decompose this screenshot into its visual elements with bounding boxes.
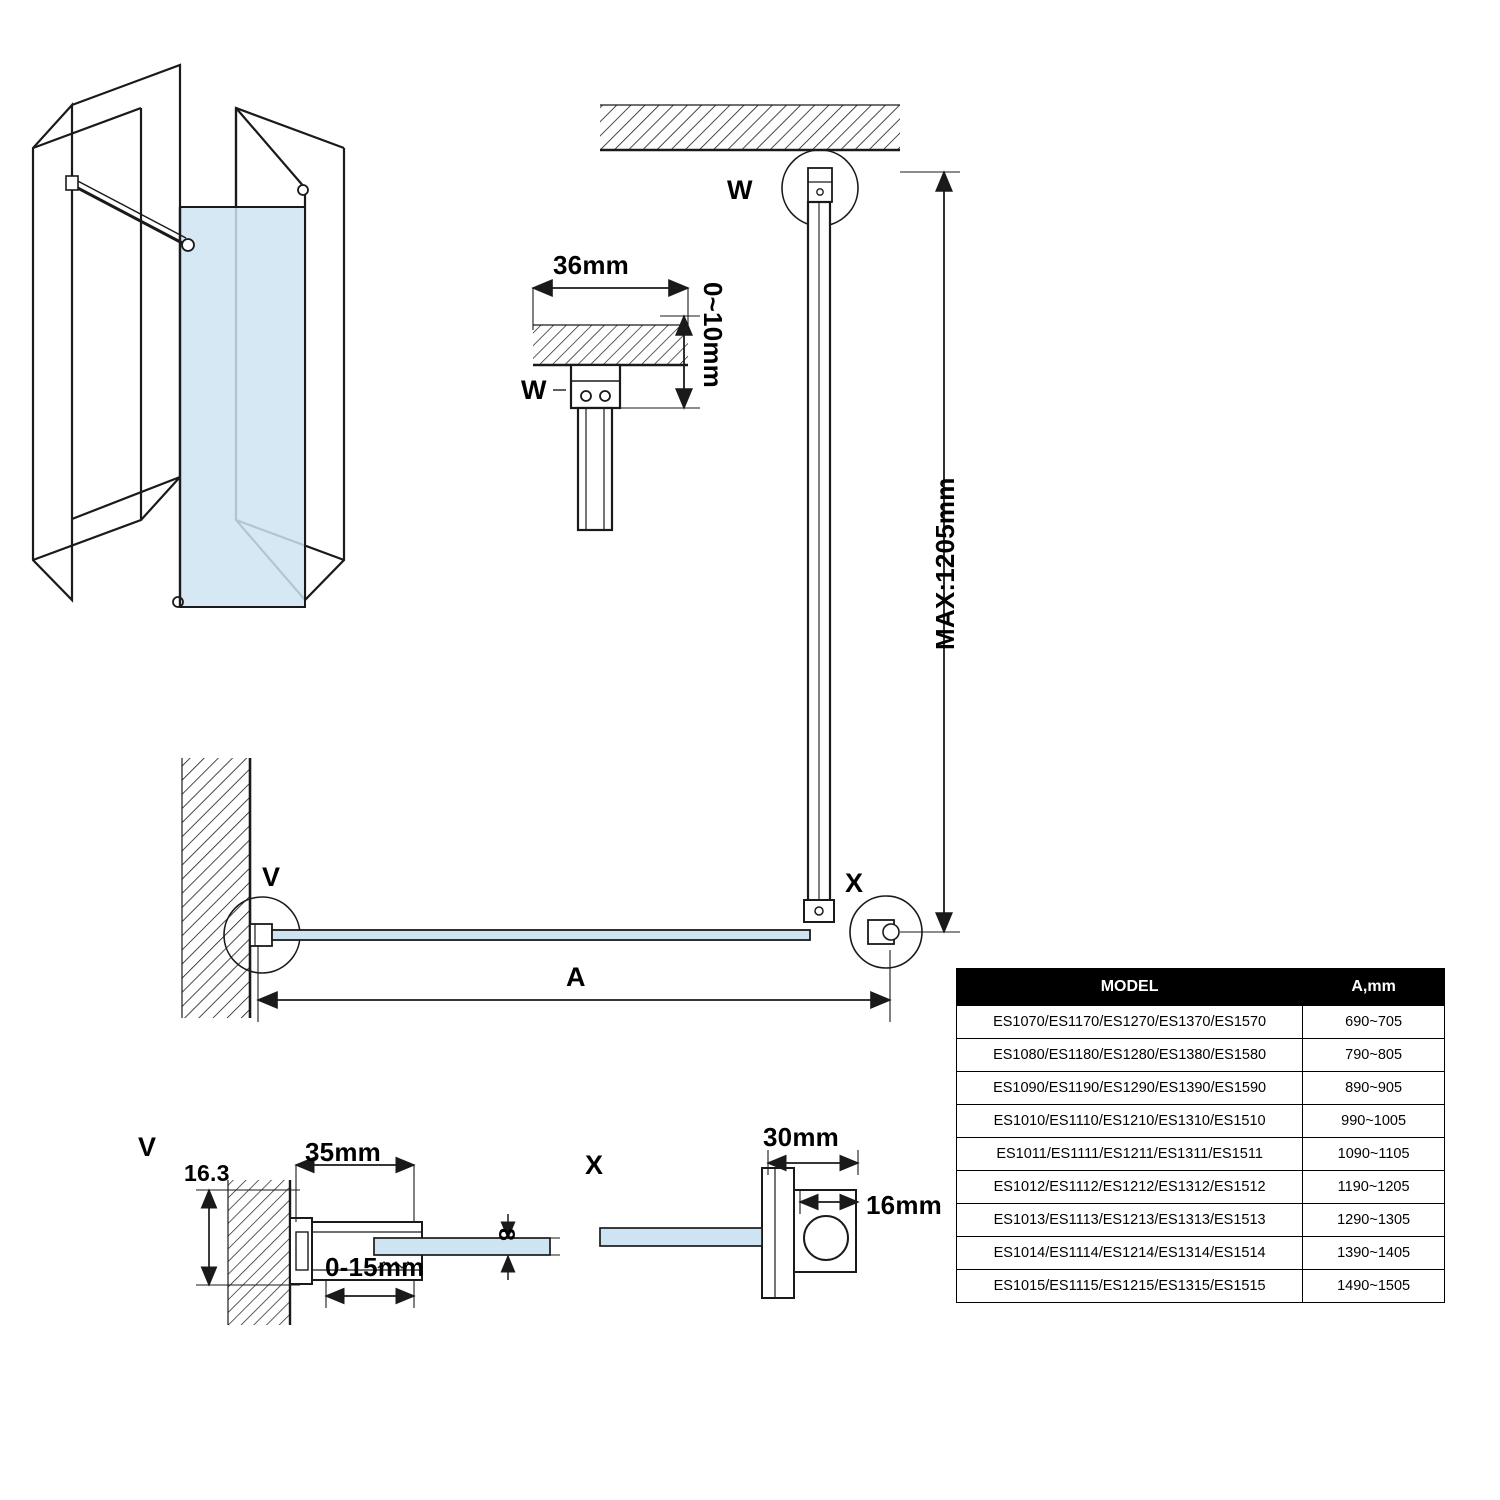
cell-a: 1290~1305	[1303, 1204, 1445, 1237]
cell-a: 990~1005	[1303, 1105, 1445, 1138]
cell-model: ES1010/ES1110/ES1210/ES1310/ES1510	[957, 1105, 1303, 1138]
table-row	[957, 1105, 1445, 1138]
header-model: MODEL	[957, 969, 1303, 1006]
dimension-16mm: 16mm	[866, 1190, 942, 1220]
cell-model: ES1012/ES1112/ES1212/ES1312/ES1512	[957, 1171, 1303, 1204]
table-row	[957, 1204, 1445, 1237]
dimension-30mm: 30mm	[763, 1122, 839, 1152]
table-header-row	[957, 969, 1445, 1006]
model-dimension-table	[956, 968, 1445, 1303]
cell-a: 790~805	[1303, 1039, 1445, 1072]
cell-model: ES1013/ES1113/ES1213/ES1313/ES1513	[957, 1204, 1303, 1237]
table-row	[957, 1237, 1445, 1270]
callout-label-v-top: V	[262, 862, 281, 892]
cell-a: 1490~1505	[1303, 1270, 1445, 1303]
table-body	[957, 1006, 1445, 1303]
dimension-35mm: 35mm	[305, 1137, 381, 1167]
cell-model: ES1014/ES1114/ES1214/ES1314/ES1514	[957, 1237, 1303, 1270]
dimension-0-10mm: 0~10mm	[698, 282, 728, 388]
callout-label-x-detail: X	[585, 1150, 604, 1180]
cell-model: ES1080/ES1180/ES1280/ES1380/ES1580	[957, 1039, 1303, 1072]
table-row	[957, 1072, 1445, 1105]
plan-view	[182, 758, 890, 1022]
cell-a: 1090~1105	[1303, 1138, 1445, 1171]
detail-w-view	[533, 288, 700, 530]
table-row	[957, 1171, 1445, 1204]
cell-model: ES1011/ES1111/ES1211/ES1311/ES1511	[957, 1138, 1303, 1171]
cell-a: 1190~1205	[1303, 1171, 1445, 1204]
callout-label-w-detail: W	[521, 375, 547, 405]
table-row	[957, 1138, 1445, 1171]
table-row	[957, 1006, 1445, 1039]
table-row	[957, 1270, 1445, 1303]
dimension-36mm: 36mm	[553, 250, 629, 280]
cell-model: ES1015/ES1115/ES1215/ES1315/ES1515	[957, 1270, 1303, 1303]
callout-label-w-top: W	[727, 175, 753, 205]
detail-v-view	[196, 1165, 560, 1325]
main-elevation	[600, 105, 960, 968]
cell-a: 890~905	[1303, 1072, 1445, 1105]
cell-a: 690~705	[1303, 1006, 1445, 1039]
dimension-0-15mm: 0-15mm	[325, 1252, 425, 1282]
detail-x-view	[600, 1150, 858, 1298]
cell-model: ES1070/ES1170/ES1270/ES1370/ES1570	[957, 1006, 1303, 1039]
callout-label-x-top: X	[845, 868, 864, 898]
cell-model: ES1090/ES1190/ES1290/ES1390/ES1590	[957, 1072, 1303, 1105]
header-a-mm: A,mm	[1303, 969, 1445, 1006]
callout-label-v-detail: V	[138, 1132, 157, 1162]
isometric-view	[33, 65, 344, 607]
dimension-16-3: 16.3	[184, 1160, 230, 1186]
table-row	[957, 1039, 1445, 1072]
dimension-glass-8: 8	[494, 1228, 520, 1241]
dimension-max-height: MAX:1205mm	[930, 477, 960, 650]
dimension-a: A	[566, 962, 586, 992]
cell-a: 1390~1405	[1303, 1237, 1445, 1270]
